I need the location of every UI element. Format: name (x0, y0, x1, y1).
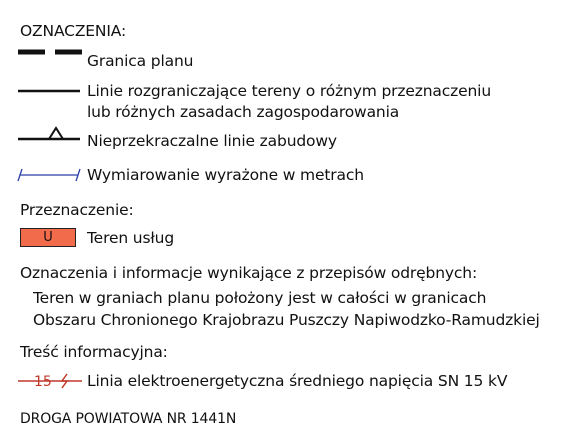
informative-heading: Treść informacyjna: (20, 343, 168, 361)
regulations-line-2: Obszaru Chronionego Krajobrazu Puszczy Napiwodzko-Ramudzkiej (33, 311, 540, 329)
power-line-voltage: 15 (34, 374, 52, 390)
road-label: DROGA POWIATOWA NR 1441N (20, 411, 237, 427)
dividing-line-label-2: lub różnych zasadach zagospodarowania (87, 103, 400, 121)
dividing-line-label-1: Linie rozgraniczające tereny o różnym przeznaczeniu (87, 82, 492, 100)
regulations-line-1: Teren w graniach planu położony jest w całości w granicach (33, 289, 487, 307)
dimension-line-label: Wymiarowanie wyrażone w metrach (87, 166, 364, 184)
power-line-symbol (18, 370, 84, 390)
designation-heading: Przeznaczenie: (20, 201, 134, 219)
plan-boundary-label: Granica planu (87, 52, 194, 70)
building-line-symbol (18, 126, 82, 142)
regulations-heading: Oznaczenia i informacje wynikające z przepisów odrębnych: (20, 264, 478, 282)
building-line-label: Nieprzekraczalne linie zabudowy (87, 132, 337, 150)
dividing-line-symbol (18, 88, 82, 94)
plan-boundary-symbol (18, 47, 82, 57)
legend-heading: OZNACZENIA: (20, 22, 127, 40)
service-area-swatch: U (20, 228, 76, 247)
service-area-label: Teren usług (87, 229, 175, 247)
dimension-line-symbol (18, 165, 82, 183)
power-line-label: Linia elektroenergetyczna średniego napięcia SN 15 kV (87, 372, 508, 390)
